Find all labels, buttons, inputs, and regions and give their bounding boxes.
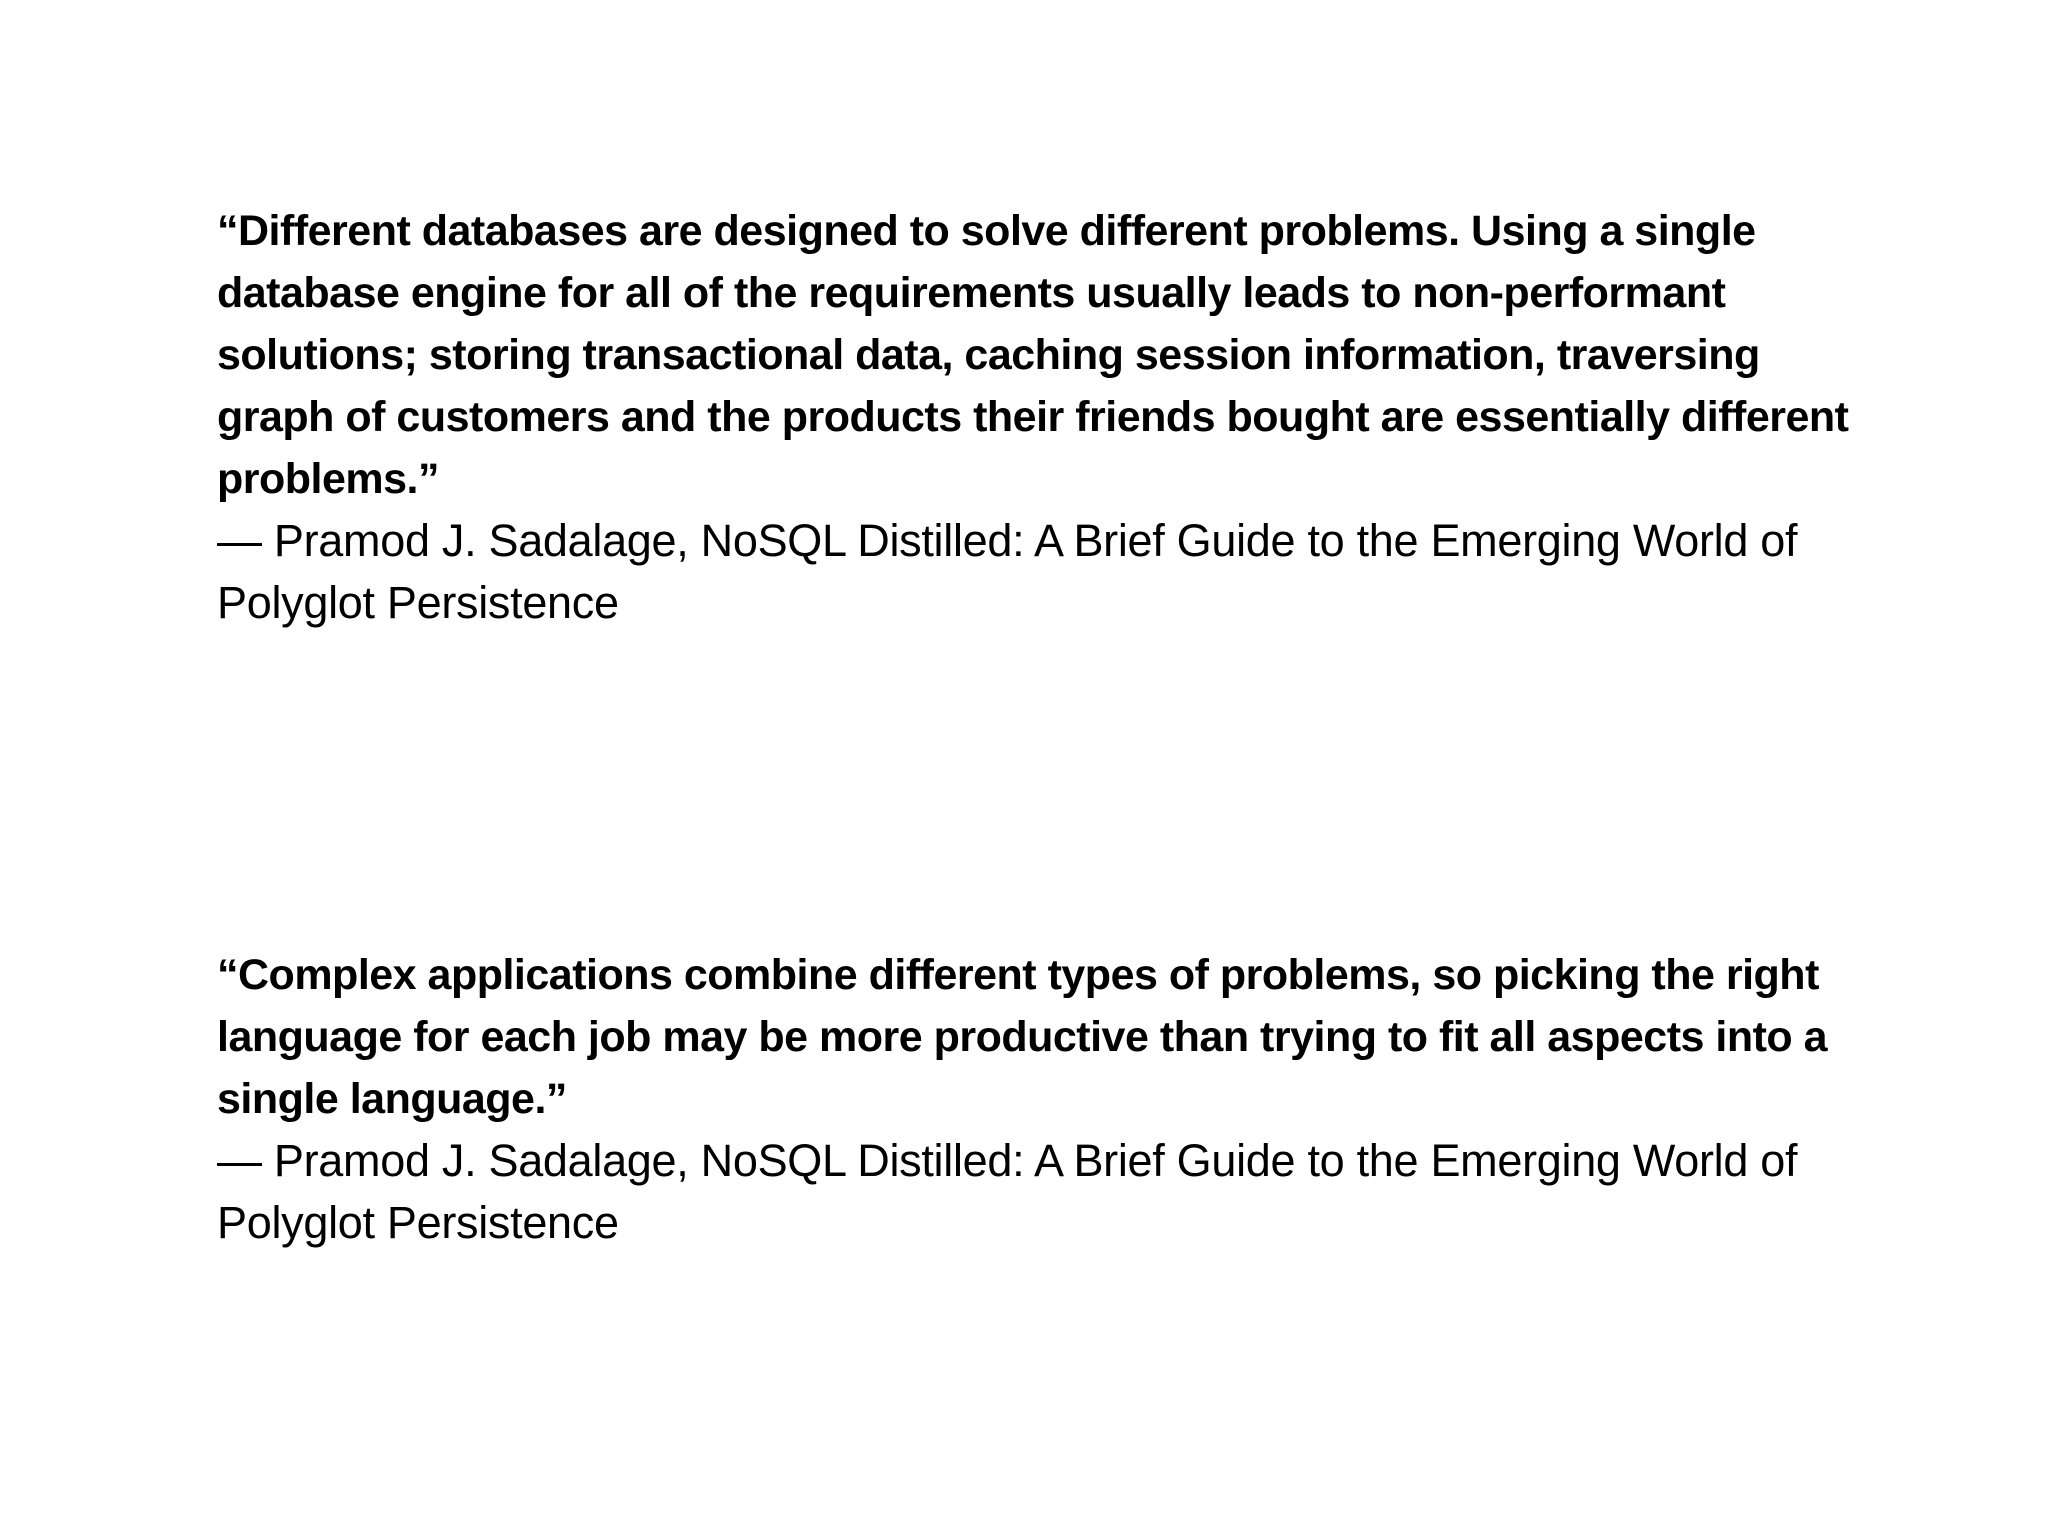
- quote-text: “Different databases are designed to solve different problems. Using a single database engine for all of the requirements usually leads to non-performant solutions; storing transactional data, caching session information, traversing graph of customers and the products their friends bought are essentially different problems.”: [217, 207, 1849, 503]
- quote-text: “Complex applications combine different types of problems, so picking the right language for each job may be more productive than trying to fit all aspects into a single language.”: [217, 951, 1828, 1123]
- quote-block-2: [217, 944, 1857, 1254]
- quote-attribution: — Pramod J. Sadalage, NoSQL Distilled: A Brief Guide to the Emerging World of Polyglot Persistence: [217, 515, 1798, 628]
- quote-block-1: [217, 200, 1857, 634]
- quote-attribution: — Pramod J. Sadalage, NoSQL Distilled: A Brief Guide to the Emerging World of Polyglot Persistence: [217, 1135, 1798, 1248]
